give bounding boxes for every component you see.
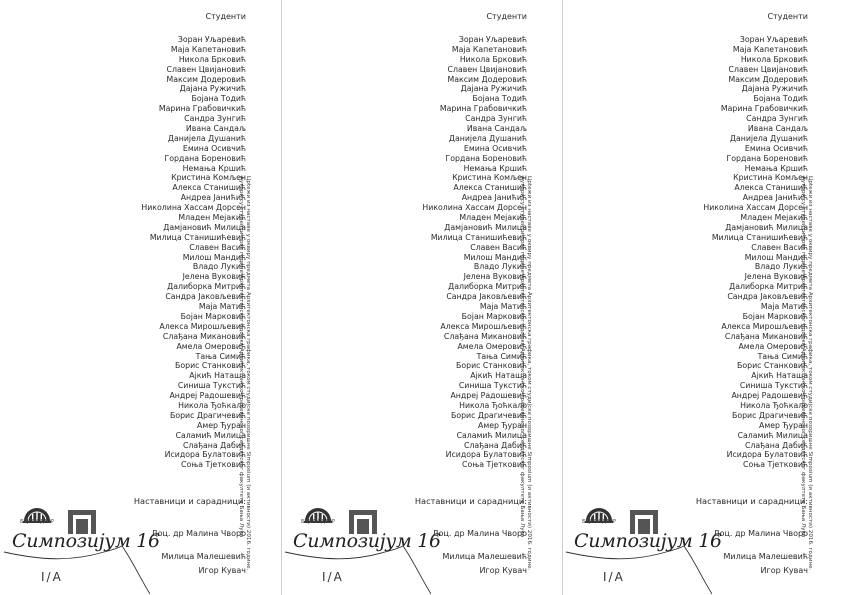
- student-name: Никола Брковић: [459, 54, 527, 64]
- mentor-name: Доц. др Малина Чворо: [432, 529, 527, 538]
- student-name: Милица Станишићевић: [711, 232, 808, 242]
- student-name: Соња Тјетковић: [743, 460, 808, 470]
- vertical-caption: [225, 176, 251, 571]
- student-name: Младен Мејакић: [459, 213, 527, 223]
- brochure-panel: [281, 0, 561, 595]
- student-name: Алекса Мирошљевић: [159, 321, 246, 331]
- student-name: Саламић Милица: [456, 430, 527, 440]
- student-name: Емина Осивчић: [463, 143, 527, 153]
- student-name: Сандра Зунгић: [746, 114, 808, 124]
- student-name: Тања Симић: [757, 351, 808, 361]
- student-name: Николина Хассам Дорсен: [703, 203, 808, 213]
- student-name: Синиша Тукстић: [177, 381, 246, 391]
- student-name: Борис Драгичевић: [731, 410, 808, 420]
- student-name: Амела Омеровић: [176, 341, 246, 351]
- wordmark: Симпозијум 16: [574, 530, 722, 552]
- student-name: Младен Мејакић: [740, 213, 808, 223]
- wordmark: Симпозијум 16: [293, 530, 441, 552]
- student-name: Бојана Тодић: [753, 94, 808, 104]
- student-name: Максим Додеровић: [447, 74, 527, 84]
- student-name: Далиборка Митрић: [448, 282, 527, 292]
- student-name: Слађана Дабић: [182, 440, 246, 450]
- student-name: Дајана Ружичић: [460, 84, 527, 94]
- caption-line: Аутори су студенти прве године Архитектонског одсјека Архитектонско-грађевинског-геодетског факултета Бања Лука: [518, 176, 525, 538]
- student-name: Владо Лукић: [473, 262, 527, 272]
- student-name: Соња Тјетковић: [462, 460, 527, 470]
- mentor-name: Милица Малешевић: [442, 552, 527, 561]
- student-name: Бојана Тодић: [472, 94, 527, 104]
- student-name: Немања Кршић: [182, 163, 246, 173]
- student-name: Алекса Станишић: [172, 183, 246, 193]
- student-name: Максим Додеровић: [166, 74, 246, 84]
- student-name: Алекса Мирошљевић: [721, 321, 808, 331]
- student-name: Тања Симић: [195, 351, 246, 361]
- student-name: Саламић Милица: [175, 430, 246, 440]
- student-name: Владо Лукић: [754, 262, 808, 272]
- mentor-name: Игор Кувач: [760, 566, 808, 575]
- student-name: Далиборка Митрић: [729, 282, 808, 292]
- student-name: Никола Брковић: [178, 54, 246, 64]
- student-name: Николина Хассам Дорсен: [422, 203, 527, 213]
- student-name: Данијела Душанић: [167, 133, 246, 143]
- student-name: Дамјановић Милица: [163, 222, 246, 232]
- ia-mark: I/A: [41, 570, 63, 584]
- mentor-name: Доц. др Малина Чворо: [151, 529, 246, 538]
- student-name: Амела Омеровић: [738, 341, 808, 351]
- student-name: Славен Цвијановић: [728, 64, 808, 74]
- student-name: Борис Драгичевић: [169, 410, 246, 420]
- student-name: Андреј Радошевић: [450, 391, 527, 401]
- mentor-name: Игор Кувач: [198, 566, 246, 575]
- student-name: Андреј Радошевић: [731, 391, 808, 401]
- student-name: Маја Матић: [198, 302, 246, 312]
- student-name: Исидора Булатовић: [164, 450, 246, 460]
- student-name: Андреа Јанићић: [461, 193, 527, 203]
- student-name: Синиша Тукстић: [458, 381, 527, 391]
- student-name: Бојан Марковић: [180, 311, 246, 321]
- student-name: Сандра Јаковљевић: [165, 292, 246, 302]
- brochure-panel: [562, 0, 842, 595]
- student-name: Данијела Душанић: [729, 133, 808, 143]
- student-name: Гордана Бореновић: [445, 153, 527, 163]
- students-heading: Студенти: [767, 12, 808, 21]
- student-name: Бојана Тодић: [191, 94, 246, 104]
- student-name: Николина Хассам Дорсен: [141, 203, 246, 213]
- student-name: Ајкић Наташа: [470, 371, 527, 381]
- student-name: Алекса Мирошљевић: [440, 321, 527, 331]
- students-heading: Студенти: [486, 12, 527, 21]
- dome-logo-caption: БИЈЕЛИ ДВОР: [301, 520, 335, 525]
- mentors-heading: Наставници и сарадници:: [695, 496, 808, 506]
- student-name: Исидора Булатовић: [445, 450, 527, 460]
- student-name: Исидора Булатовић: [726, 450, 808, 460]
- student-name: Данијела Душанић: [448, 133, 527, 143]
- student-name: Милош Мандић: [182, 252, 246, 262]
- mentors-heading: Наставници и сарадници:: [133, 496, 246, 506]
- student-name: Емина Осивчић: [744, 143, 808, 153]
- student-name: Ајкић Наташа: [751, 371, 808, 381]
- student-name: Борис Станковић: [175, 361, 246, 371]
- student-name: Никола Ђоћкало: [178, 400, 246, 410]
- student-name: Андреа Јанићић: [180, 193, 246, 203]
- student-name: Слађана Дабић: [744, 440, 808, 450]
- student-name: Милош Мандић: [744, 252, 808, 262]
- student-name: Гордана Бореновић: [164, 153, 246, 163]
- student-name: Амер Ђуран: [477, 420, 527, 430]
- student-name: Алекса Станишић: [734, 183, 808, 193]
- mentor-name: Игор Кувач: [479, 566, 527, 575]
- student-name: Славен Цвијановић: [447, 64, 527, 74]
- student-name: Маја Капетановић: [732, 44, 808, 54]
- student-name: Кристина Комљен: [452, 173, 527, 183]
- student-name: Сандра Јаковљевић: [446, 292, 527, 302]
- brochure-panel: [0, 0, 280, 595]
- student-name: Амер Ђуран: [758, 420, 808, 430]
- student-name: Алекса Станишић: [453, 183, 527, 193]
- student-name: Милица Станишићевић: [149, 232, 246, 242]
- student-name: Дамјановић Милица: [725, 222, 808, 232]
- student-name: Зоран Уљаревић: [739, 35, 808, 44]
- dome-logo-icon: [301, 497, 335, 531]
- student-name: Ивана Сандаљ: [747, 124, 808, 134]
- students-heading: Студенти: [205, 12, 246, 21]
- student-name: Кристина Комљен: [171, 173, 246, 183]
- student-name: Маја Матић: [760, 302, 808, 312]
- vertical-caption: [506, 176, 532, 571]
- student-name: Дајана Ружичић: [179, 84, 246, 94]
- student-name: Емина Осивчић: [182, 143, 246, 153]
- mentor-name: Доц. др Малина Чворо: [713, 529, 808, 538]
- student-name: Немања Кршић: [463, 163, 527, 173]
- student-name: Марина Грабовичкић: [720, 104, 808, 114]
- student-name: Милица Станишићевић: [430, 232, 527, 242]
- student-name: Амер Ђуран: [196, 420, 246, 430]
- student-name: Бојан Марковић: [461, 311, 527, 321]
- student-name: Јелена Вуковић: [744, 272, 808, 282]
- logo-block: [281, 490, 441, 595]
- student-name: Саламић Милица: [737, 430, 808, 440]
- student-name: Андреј Радошевић: [169, 391, 246, 401]
- student-name: Дајана Ружичић: [741, 84, 808, 94]
- student-name: Амела Омеровић: [457, 341, 527, 351]
- student-name: Владо Лукић: [192, 262, 246, 272]
- student-name: Бојан Марковић: [742, 311, 808, 321]
- student-name: Никола Брковић: [740, 54, 808, 64]
- student-name: Борис Станковић: [737, 361, 808, 371]
- student-name: Зоран Уљаревић: [458, 35, 527, 44]
- student-name: Ивана Сандаљ: [466, 124, 527, 134]
- dome-logo-caption: БИЈЕЛИ ДВОР: [582, 520, 616, 525]
- student-name: Марина Грабовичкић: [439, 104, 527, 114]
- mentors-heading: Наставници и сарадници:: [414, 496, 527, 506]
- student-name: Дамјановић Милица: [444, 222, 527, 232]
- caption-line: Црtежи из наставе у оквиру предмета Архитектонска графика, током студијске позоришне Simposium (и активности) 2016. године.: [526, 176, 532, 571]
- student-name: Славен Васић: [470, 242, 527, 252]
- mentor-name: Милица Малешевић: [723, 552, 808, 561]
- mentor-name: Милица Малешевић: [161, 552, 246, 561]
- student-name: Слађана Микановић: [162, 331, 246, 341]
- ia-mark: I/A: [322, 570, 344, 584]
- student-name: Марина Грабовичкић: [158, 104, 246, 114]
- student-name: Славен Цвијановић: [166, 64, 246, 74]
- student-name: Слађана Микановић: [443, 331, 527, 341]
- caption-line: Црtежи из наставе у оквиру предмета Архитектонска графика, током студијске позоришне Simposium (и активности) 2016. године.: [245, 176, 251, 571]
- caption-line: Црtежи из наставе у оквиру предмета Архитектонска графика, током студијске позоришне Simposium (и активности) 2016. године.: [807, 176, 813, 571]
- ia-mark: I/A: [603, 570, 625, 584]
- student-name: Сандра Јаковљевић: [727, 292, 808, 302]
- student-name: Маја Капетановић: [451, 44, 527, 54]
- student-name: Славен Васић: [751, 242, 808, 252]
- logo-block: [562, 490, 722, 595]
- student-name: Тања Симић: [476, 351, 527, 361]
- student-name: Гордана Бореновић: [726, 153, 808, 163]
- student-name: Далиборка Митрић: [167, 282, 246, 292]
- student-name: Борис Станковић: [456, 361, 527, 371]
- student-name: Слађана Дабић: [463, 440, 527, 450]
- student-name: Јелена Вуковић: [182, 272, 246, 282]
- student-name: Андреа Јанићић: [742, 193, 808, 203]
- caption-line: Аутори су студенти прве године Архитектонског одсјека Архитектонско-грађевинског-геодетског факултета Бања Лука: [799, 176, 806, 538]
- student-name: Маја Матић: [479, 302, 527, 312]
- student-name: Младен Мејакић: [178, 213, 246, 223]
- student-name: Зоран Уљаревић: [177, 35, 246, 44]
- student-name: Максим Додеровић: [728, 74, 808, 84]
- vertical-caption: [787, 176, 813, 571]
- wordmark: Симпозијум 16: [12, 530, 160, 552]
- student-name: Слађана Микановић: [724, 331, 808, 341]
- student-name: Сандра Зунгић: [465, 114, 527, 124]
- logo-block: [0, 490, 160, 595]
- dome-logo-caption: БИЈЕЛИ ДВОР: [20, 520, 54, 525]
- student-name: Јелена Вуковић: [463, 272, 527, 282]
- student-name: Славен Васић: [189, 242, 246, 252]
- student-name: Борис Драгичевић: [450, 410, 527, 420]
- student-name: Ивана Сандаљ: [185, 124, 246, 134]
- dome-logo-icon: [582, 497, 616, 531]
- student-name: Сандра Зунгић: [184, 114, 246, 124]
- student-name: Милош Мандић: [463, 252, 527, 262]
- student-name: Кристина Комљен: [733, 173, 808, 183]
- student-name: Синиша Тукстић: [739, 381, 808, 391]
- student-name: Никола Ђоћкало: [740, 400, 808, 410]
- dome-logo-icon: [20, 497, 54, 531]
- student-name: Ајкић Наташа: [189, 371, 246, 381]
- student-name: Соња Тјетковић: [181, 460, 246, 470]
- student-name: Маја Капетановић: [170, 44, 246, 54]
- caption-line: Аутори су студенти прве године Архитектонског одсјека Архитектонско-грађевинског-геодетског факултета Бања Лука: [237, 176, 244, 538]
- student-name: Никола Ђоћкало: [459, 400, 527, 410]
- student-name: Немања Кршић: [744, 163, 808, 173]
